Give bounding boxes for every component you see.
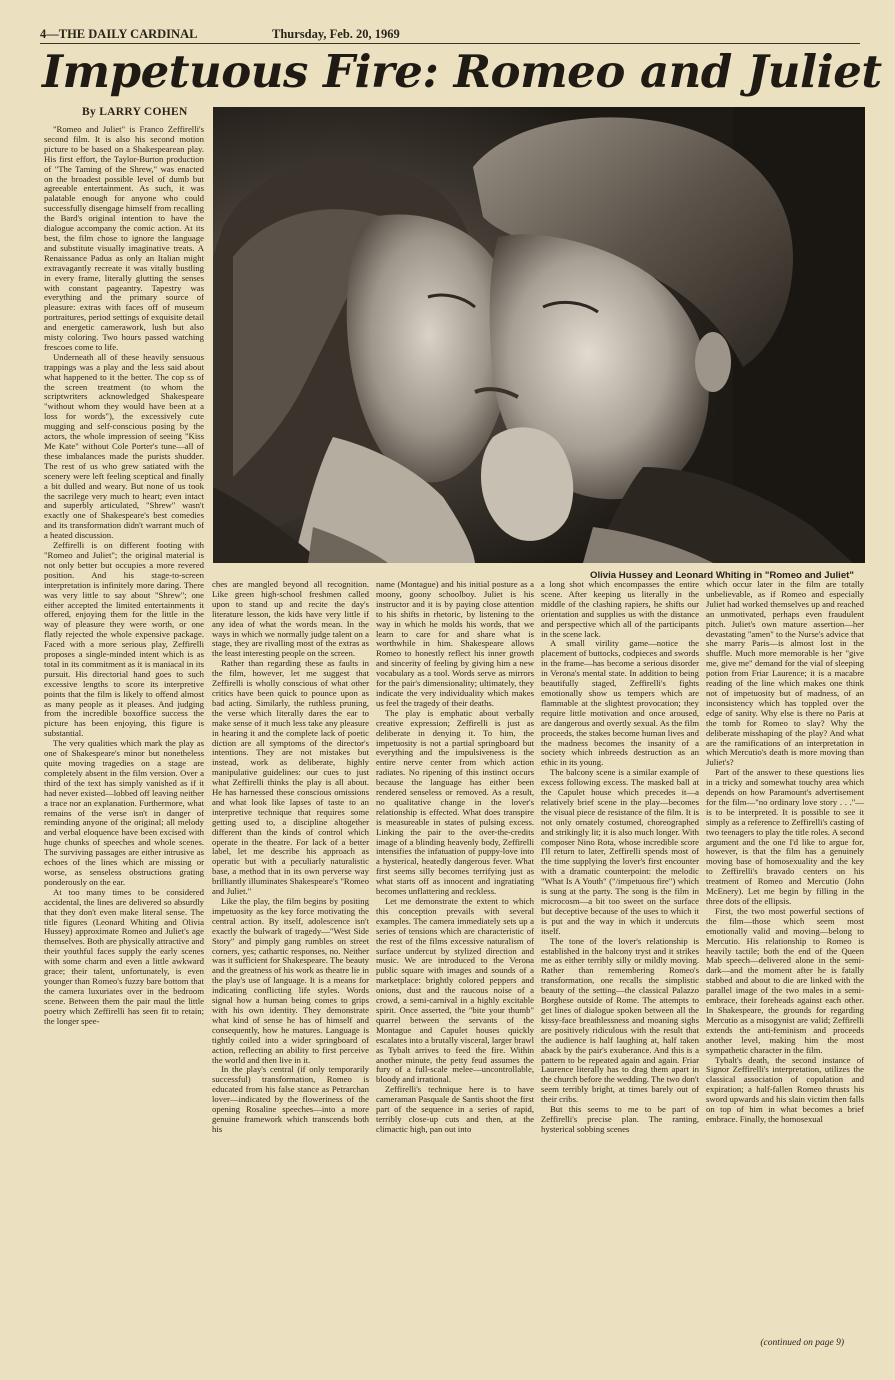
paragraph: First, the two most powerful sections of the film—those which seem most emotionally valid and moving—belong to Mercutio. His relationship to Romeo is heavily tactile; both the end of the Queen Mab speech—delivered alone in the semi-dark—and the moment after he is fatally stabbed and about to die are linked with the parallel image of the two males in a semi-embrace, their foreheads against each other. In Shakespeare, the grounds for regarding Mercutio as a misogynist are valid; Zeffirelli extends the anti-feminism and proceeds another level, making him the most sympathetic character in the film. (706, 905, 864, 1055)
paragraph: The play is emphatic about verbally creative expression; Zeffirelli is just as deliberate in denying it. To him, the impetuosity is not a partial springboard but everything and the impulsiveness is the entire nerve center from which action radiates. No ripening of this instinct occurs because the language has either been rendered senseless or removed. As a result, no qualitative change in the lover's relationship is effected. What does transpire is measureable in states of pulsing excess. Linking the pair to the over-the-credits image of a blinding heavenly body, Zeffirelli intensifies the infatuation of puppy-love into a hysterical, heatedly dangerous fever. What first seems silly becomes terrifying just as what starts off as innocent and ingratiating becomes unflattering and reckless. (376, 707, 534, 897)
page-label: 4—THE DAILY CARDINAL (40, 27, 198, 41)
paragraph: Zeffirelli's technique here is to have cameraman Pasquale de Santis shoot the first part of the sequence in a series of rapid, terribly close-up cuts and then, at the climactic high, pan out into (376, 1084, 534, 1134)
paragraph: The tone of the lover's relationship is established in the balcony tryst and it strikes me as either terribly silly or mildly moving. Rather than remembering Romeo's transformation, one recalls the simplistic beauty of the setting—the classical Palazzo Borghese outside of Rome. The attempts to get lines of dialogue spoken between all the kissy-face breathlessness and moaning sighs are positively ridiculous with the result that the audience is half laughing at, half taken aback by the pair's exuberance. And this is a pattern to be repeated again and again. Friar Laurence literally has to drag them apart in the church before the wedding. The two don't seem terribly bright, at times barely out of their cribs. (541, 935, 699, 1105)
paragraph: Let me demonstrate the extent to which this conception prevails with several examples. The camera immediately sets up a series of tensions which are characteristic of the rest of the films excessive naturalism of surface undercut by stylized direction and music. We are introduced to the Verona public square with images and sounds of a marketplace: brightly colored peppers and onions, dust and the raucous noise of a crowd, a semi-carnival in a highly excitable spirit. Once asserted, the "bite your thumb" quarrel between the servants of the Montague and Capulet houses quickly escalates into a brutally visceral, larger brawl as Tybalt arrives to feed the fire. Within another minute, the petty feud assumes the fury of a full-scale melee—uncontrollable, bloody and irrational. (376, 896, 534, 1085)
paragraph: Tybalt's death, the second instance of Signor Zeffirelli's interpretation, utilizes the classical association of copulation and expiration; a half-fallen Romeo thrusts his sword upwards and his slain victim then falls on top of him in what becomes a brief embrace. Finally, the homosexual (706, 1054, 864, 1124)
kiss-scene-image (213, 107, 865, 563)
issue-date: Thursday, Feb. 20, 1969 (272, 27, 400, 41)
paragraph: Rather than regarding these as faults in the film, however, let me suggest that Zeffirelli is wholly conscious of what other critics have been quick to pounce upon as bad acting. Similarly, the ruthless pruning, the verse which literally dares the ear to make sense of it much less take any pleasure in hearing it and the complete lack of poetic diction are all symptoms of the director's intentions. They are not mistakes but instead, work as deliberate, highly manipulative guidelines: our cues to just what Zeffirelli thinks the play is all about. He has harnessed these conscious omissions and what look like lapses of taste to an interpretive technique that requires some getting used to, a discipline altogether different than the kinds of control which operate in the theatre. For lack of a better label, let me describe his approach as operatic but with a peculiarly naturalistic base, a method that in its own perverse way brilliantly illuminates Shakespeare's "Romeo and Juliet." (212, 658, 369, 897)
paragraph: Like the play, the film begins by positing impetuosity as the key force motivating the central action. By itself, adolescence isn't exactly the bulwark of tragedy—"West Side Story" and pimply gang rumbles on street corners, yes; cathartic responses, no. Neither was it sufficient for Shakespeare. The beauty and the greatness of his work as theatre lie in the play's use of language. It is a means for indicating conflicting life styles. Words signal how a human being comes to grips with his own identity. They demonstrate what kind of sense he has of himself and consequently, how he matures. Language is tightly coiled into a wider springboard of action, reflecting an ability to first perceive the world and then live in it. (212, 896, 369, 1065)
paragraph: The very qualities which mark the play as one of Shakespeare's minor but nonetheless quite moving tragedies on a stage are completely absent in the film version. Over a third of the text has simply vanished as if it had never existed—lobbed off leaving neither a trace nor an explanation. Furthermore, what remains of the verse isn't in danger of reminding anyone of the original; all melody and verbal eloquence have been excised with huge chunks of speeches and whole scenes. The surviving passages are either intrusive as echoes of the lines which are missing or worse, as senseless obstructions grating ponderously on the ear. (44, 738, 204, 887)
paragraph: Zeffirelli is on different footing with "Romeo and Juliet"; the original material is not only better but occupies a more revered position. And his stage-to-screen interpretation is infinitely more daring. There was very little to say about "Shrew"; one either accepted the limited entertainments it offered, enjoying them for the little in the way of pleasure they were worth, or one flatly rejected the whole expensive package. Faced with a more serious play, Zeffirelli proposes a single-minded intent which is as total in its commitment as it is maniacal in its pursuit. His directorial hand goes to such excessive lengths to score its interpretive points that the film is likely to offend almost as many people as it pleases. And judging from the incredible boxoffice success the picture has been enjoying, this figure is substantial. (44, 540, 204, 739)
paragraph: In the play's central (if only temporarily successful) transformation, Romeo is educated from his false stance as Petrarchan lover—indicated by the floweriness of the opening Rosaline speeches—into a more genuine framework which transcends both his (212, 1064, 369, 1134)
article-column-1 (44, 125, 204, 1355)
paragraph: At too many times to be considered accidental, the lines are delivered so absurdly that they don't even make literal sense. The title figures (Leonard Whiting and Olivia Hussey) approximate Romeo and Juliet's age themselves. Both are physically attractive and their youthful faces supply the early scenes with some charm and even a little awkward grace; their talent, unfortunately, is even younger than Romeo's fuzzy bare bottom that the camera luxuriates over in the bedroom scene. Between them the pair maul the little poetry which Zeffirelli has seen fit to retain; the longer spee- (44, 886, 204, 1026)
masthead-folio (40, 27, 860, 44)
paragraph: which occur later in the film are totally unbelievable, as if Romeo and especially Juliet had worked themselves up and reached an unmotivated, perhaps even fraudulent pitch. Juliet's own mature assertion—her devastating "amen" to the Nurse's advice that she marry Paris—is almost lost in the shuffle. Much more memorable is her "give me, give me" demand for the vial of sleeping potion from Friar Laurence; it is a macabre reading of the line which makes one think not of impetuosity but of madness, of an inconsistency which has toppled over the edge of sanity. Why else is there no Paris at the tomb for Romeo to slay? Why the deliberate misshaping of the play? And what are the ramifications of an interpretation in which Mercutio's death is more moving than Juliet's? (706, 580, 864, 768)
paragraph: a long shot which encompasses the entire scene. After keeping us literally in the middle of the clashing rapiers, he shifts our orientation and supplies us with the distance and perspective which all of the participants in the scene lack. (541, 580, 699, 639)
byline: By LARRY COHEN (82, 106, 188, 118)
paragraph: Part of the answer to these questions lies in a tricky and somewhat touchy area which depends on how Paramount's advertisement for the film—"no ordinary love story . . ."—is to be interpreted. It is possible to see it simply as a reference to Zeffirelli's casting of two teenagers to play the title roles. A second argument and the one I'd like to argue for, however, is that the film has a genuinely moving base of homosexuality and the key to Zeffirelli's bravado centers on his treatment of Romeo and Mercutio (John McEnery). Let me begin by filling in the three dots of the ellipsis. (706, 767, 864, 906)
headline: Impetuous Fire: Romeo and Juliet (42, 45, 882, 98)
continuation-note: (continued on page 9) (760, 1338, 844, 1348)
article-column-2 (212, 580, 369, 1355)
article-column-4 (541, 580, 699, 1355)
paragraph: ches are mangled beyond all recognition. Like green high-school freshmen called upon to stand up and recite the day's literature lesson, the kids have very little if any idea of what the words mean. In the ways in which we normally judge talent on a stage, they are rivalling most of the extras as the least interesting people on the screen. (212, 580, 369, 659)
film-still-photo (213, 107, 865, 563)
article-column-5 (706, 580, 864, 1342)
paragraph: "Romeo and Juliet" is Franco Zeffirelli's second film. It is also his second motion picture to be based on a Shakespearean play. His first effort, the Taylor-Burton production of "The Taming of the Shrew," was enacted on the broadest possible level of dumb but agreeable entertainment. As such, it was palatable enough for anyone who could successfully disengage himself from recalling the Bard's original intention to have the dialogue accompany the comic action. At its best, the film chose to ignore the language and substitute visually imaginative treats. A Renaissance Padua as only an Italian might extravagantly recreate it was vitally bustling in every frame, literally glutting the senses with constant pageantry. Tapestry was everything and the primary source of pleasure: extras with faces off of museum portraitures, period settings of exquisite detail and energetic camerawork, lush but also misty coloring. Two hours passed watching frescoes come to life. (44, 125, 204, 352)
paragraph: name (Montague) and his initial posture as a moony, goony schoolboy. Juliet is his instructor and it is by paying close attention to his shifts in rhetoric, by listening to the way in which he molds his words, that we learn to care for and share what is worthwhile in him. Shakespeare allows Romeo to honestly reflect his inner growth and sincerity of feeling by giving him a new vocabulary as a tool. Words serve as mirrors for the pair's dimensionality; ultimately, they indicate the very individuality which makes us feel the tragedy of their deaths. (376, 580, 534, 708)
paragraph: Underneath all of these heavily sensuous trappings was a play and the less said about what happened to it the better. The cop ss of the screen treatment (to whom the scriptwriters acknowledged Shakespeare "without whom they would have been at a loss for words"), the excessively cute mugging and self-conscious posing by the actors, the whole impression of seeing "Kiss Me Kate" without Cole Porter's tune—all of these imbalances made the purists shudder. The rest of us who grew satiated with the scenery were left feeling sceptical and finally a bit dulled and weary. But none of us took the sacrilege very much to heart; even intact and superbly articulated, "Shrew" wasn't exactly one of Shakespeare's best comedies and its transformation didn't warrant much of a heated discussion. (44, 351, 204, 541)
article-column-3 (376, 580, 534, 1355)
photo-caption: Olivia Hussey and Leonard Whiting in "Romeo and Juliet" (590, 570, 854, 581)
paragraph: The balcony scene is a similar example of excess following excess. The masked ball at the Capulet house which precedes it—a relatively brief scene in the play—becomes the visual piece de resistance of the film. It is not only ornately costumed, choreographed and strikingly lit; it is also much longer. With composer Nino Rota, whose incredible score I'll return to later, Zeffirelli spends most of the time supplying the lover's first encounter with a dramatic counterpoint: the melodic "What Is A Youth" ("/impetuous fire") which is sung at the party. The song is the film in microcosm—a bit too sweet on the surface but deceptive because of the uses to which it is put and the way in which it undercuts itself. (541, 767, 699, 936)
paragraph: But this seems to me to be part of Zeffirelli's precise plan. The ranting, hysterical sobbing scenes (541, 1104, 699, 1134)
paragraph: A small virility game—notice the placement of buttocks, codpieces and swords in the frame—has become a serious disorder in Verona's mental state. In addition to being beautifully staged, Zeffirelli's fights emotionally show us tempers which are flammable at the slightest provocation; they require little motivation and once aroused, are dangerous and overtly sexual. As the film proceeds, the stakes become human lives and the madness becomes the insanity of a society which inbreeds destruction as an ethic in its young. (541, 638, 699, 768)
